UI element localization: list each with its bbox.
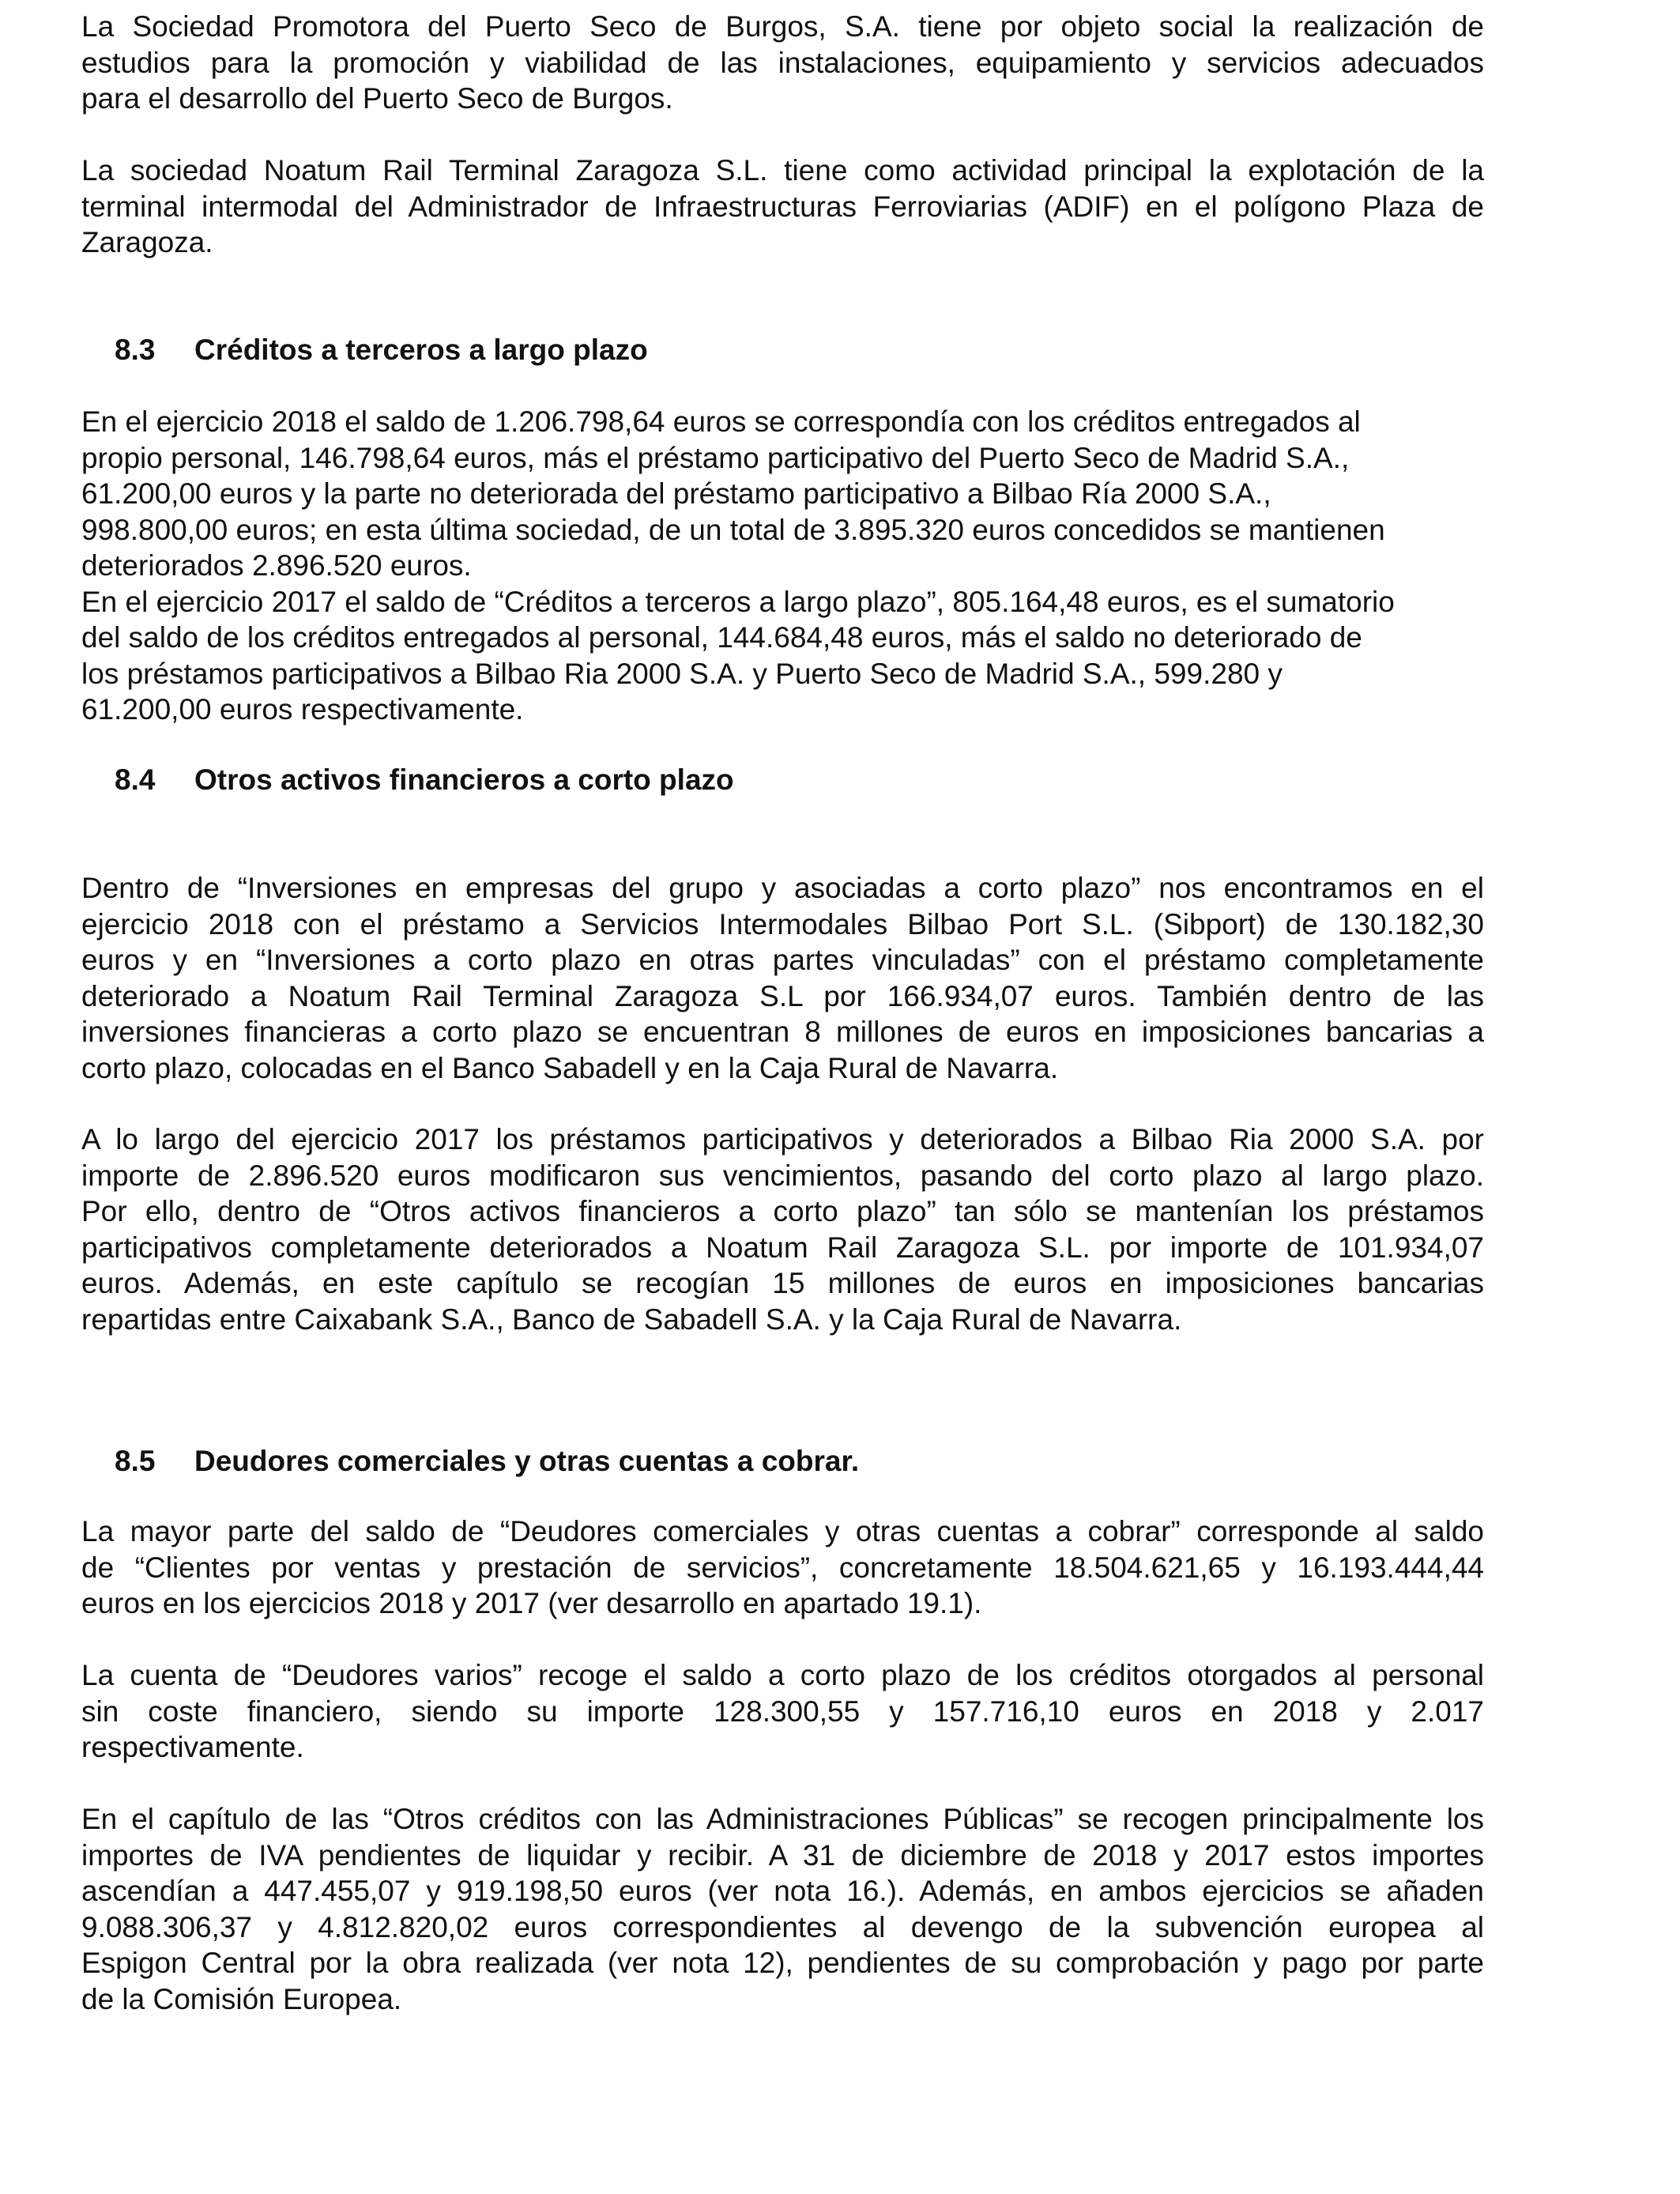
text-line: corto plazo, colocadas en el Banco Sabadell y en la Caja Rural de Navarra. [81, 1051, 1059, 1084]
text-line: propio personal, 146.798,64 euros, más el préstamo participativo del Puerto Seco de Madrid S.A., [81, 441, 1350, 474]
text-line: deteriorado a Noatum Rail Terminal Zaragoza S.L por 166.934,07 euros. También dentro de las [81, 979, 1484, 1012]
paragraph-deudores-varios [81, 1657, 1484, 1766]
text-line: Zaragoza. [81, 226, 213, 258]
text-line: repartidas entre Caixabank S.A., Banco de Sabadell S.A. y la Caja Rural de Navarra. [81, 1302, 1182, 1336]
text-line: La Sociedad Promotora del Puerto Seco de Burgos, S.A. tiene por objeto social la realización de [81, 10, 1484, 43]
text-line: La mayor parte del saldo de “Deudores comerciales y otras cuentas a cobrar” corresponde al saldo [81, 1515, 1484, 1547]
text-line: 998.800,00 euros; en esta última sociedad, de un total de 3.895.320 euros concedidos se mantienen [81, 513, 1385, 546]
text-line: de la Comisión Europea. [81, 1982, 402, 2015]
text-line: los préstamos participativos a Bilbao Ria 2000 S.A. y Puerto Seco de Madrid S.A., 599.280 y [81, 657, 1283, 690]
text-line: para el desarrollo del Puerto Seco de Burgos. [81, 82, 673, 115]
text-line: euros en los ejercicios 2018 y 2017 (ver desarrollo en apartado 19.1). [81, 1587, 982, 1619]
section-number: 8.5 [115, 1445, 156, 1477]
text-line: La cuenta de “Deudores varios” recoge el saldo a corto plazo de los créditos otorgados al personal [81, 1659, 1484, 1691]
text-line: importes de IVA pendientes de liquidar y recibir. A 31 de diciembre de 2018 y 2017 estos importes [81, 1838, 1484, 1872]
text-line: importe de 2.896.520 euros modificaron sus vencimientos, pasando del corto plazo al largo plazo. [81, 1159, 1484, 1192]
text-line: Espigon Central por la obra realizada (ver nota 12), pendientes de su comprobación y pago por parte [81, 1947, 1484, 1979]
paragraph-inversiones [81, 870, 1484, 1086]
section-number: 8.3 [115, 334, 156, 366]
section-number: 8.4 [115, 763, 156, 796]
section-title: Otros activos financieros a corto plazo [194, 763, 734, 796]
text-line: Dentro de “Inversiones en empresas del grupo y asociadas a corto plazo” nos encontramos en el [81, 872, 1484, 904]
text-line: ascendían a 447.455,07 y 919.198,50 euros (ver nota 16.). Además, en ambos ejercicios se añaden [81, 1875, 1484, 1907]
paragraph-noatum [81, 153, 1484, 261]
section-heading-8-5 [115, 1443, 859, 1479]
section-title: Deudores comerciales y otras cuentas a cobrar. [194, 1445, 860, 1477]
paragraph-ejercicio-2017 [81, 1122, 1484, 1337]
section-heading-8-4 [115, 762, 734, 797]
paragraph-creditos-terceros [81, 404, 1484, 728]
text-line: La sociedad Noatum Rail Terminal Zaragoza S.L. tiene como actividad principal la explotación de la [81, 154, 1484, 187]
text-line: sin coste financiero, siendo su importe 128.300,55 y 157.716,10 euros en 2018 y 2.017 [81, 1695, 1484, 1728]
text-line: ejercicio 2018 con el préstamo a Servicios Intermodales Bilbao Port S.L. (Sibport) de 130.182,30 [81, 907, 1484, 941]
text-line: del saldo de los créditos entregados al personal, 144.684,48 euros, más el saldo no deteriorado de [81, 621, 1362, 654]
text-line: participativos completamente deteriorados a Noatum Rail Zaragoza S.L. por importe de 101.934,07 [81, 1231, 1484, 1264]
text-line: estudios para la promoción y viabilidad de las instalaciones, equipamiento y servicios adecuados [81, 46, 1484, 79]
text-line: euros y en “Inversiones a corto plazo en otras partes vinculadas” con el préstamo completamente [81, 944, 1484, 976]
text-line: 61.200,00 euros y la parte no deteriorada del préstamo participativo a Bilbao Ría 2000 S.A., [81, 477, 1271, 510]
text-line: deteriorados 2.896.520 euros. [81, 549, 472, 582]
text-line: A lo largo del ejercicio 2017 los préstamos participativos y deteriorados a Bilbao Ria 2000 S.A. por [81, 1123, 1484, 1155]
text-line: En el ejercicio 2017 el saldo de “Créditos a terceros a largo plazo”, 805.164,48 euros, es el sumatorio [81, 585, 1395, 618]
paragraph-deudores-clientes [81, 1514, 1484, 1622]
text-line: respectivamente. [81, 1731, 304, 1763]
paragraph-administraciones-publicas [81, 1801, 1484, 2017]
text-line: inversiones financieras a corto plazo se encuentran 8 millones de euros en imposiciones bancarias a [81, 1016, 1484, 1048]
text-line: En el ejercicio 2018 el saldo de 1.206.798,64 euros se correspondía con los créditos entregados al [81, 405, 1361, 438]
section-title: Créditos a terceros a largo plazo [194, 334, 648, 366]
paragraph-burgos [81, 9, 1484, 117]
text-line: En el capítulo de las “Otros créditos con las Administraciones Públicas” se recogen principalmente los [81, 1803, 1484, 1835]
text-line: euros. Además, en este capítulo se recogían 15 millones de euros en imposiciones bancarias [81, 1267, 1484, 1299]
section-heading-8-3 [115, 332, 648, 368]
text-line: Por ello, dentro de “Otros activos financieros a corto plazo” tan sólo se mantenían los préstamos [81, 1195, 1484, 1227]
text-line: 61.200,00 euros respectivamente. [81, 693, 524, 726]
text-line: de “Clientes por ventas y prestación de servicios”, concretamente 18.504.621,65 y 16.193.444,44 [81, 1551, 1484, 1584]
text-line: 9.088.306,37 y 4.812.820,02 euros correspondientes al devengo de la subvención europea al [81, 1910, 1484, 1943]
text-line: terminal intermodal del Administrador de Infraestructuras Ferroviarias (ADIF) en el polígono Plaza de [81, 190, 1484, 223]
